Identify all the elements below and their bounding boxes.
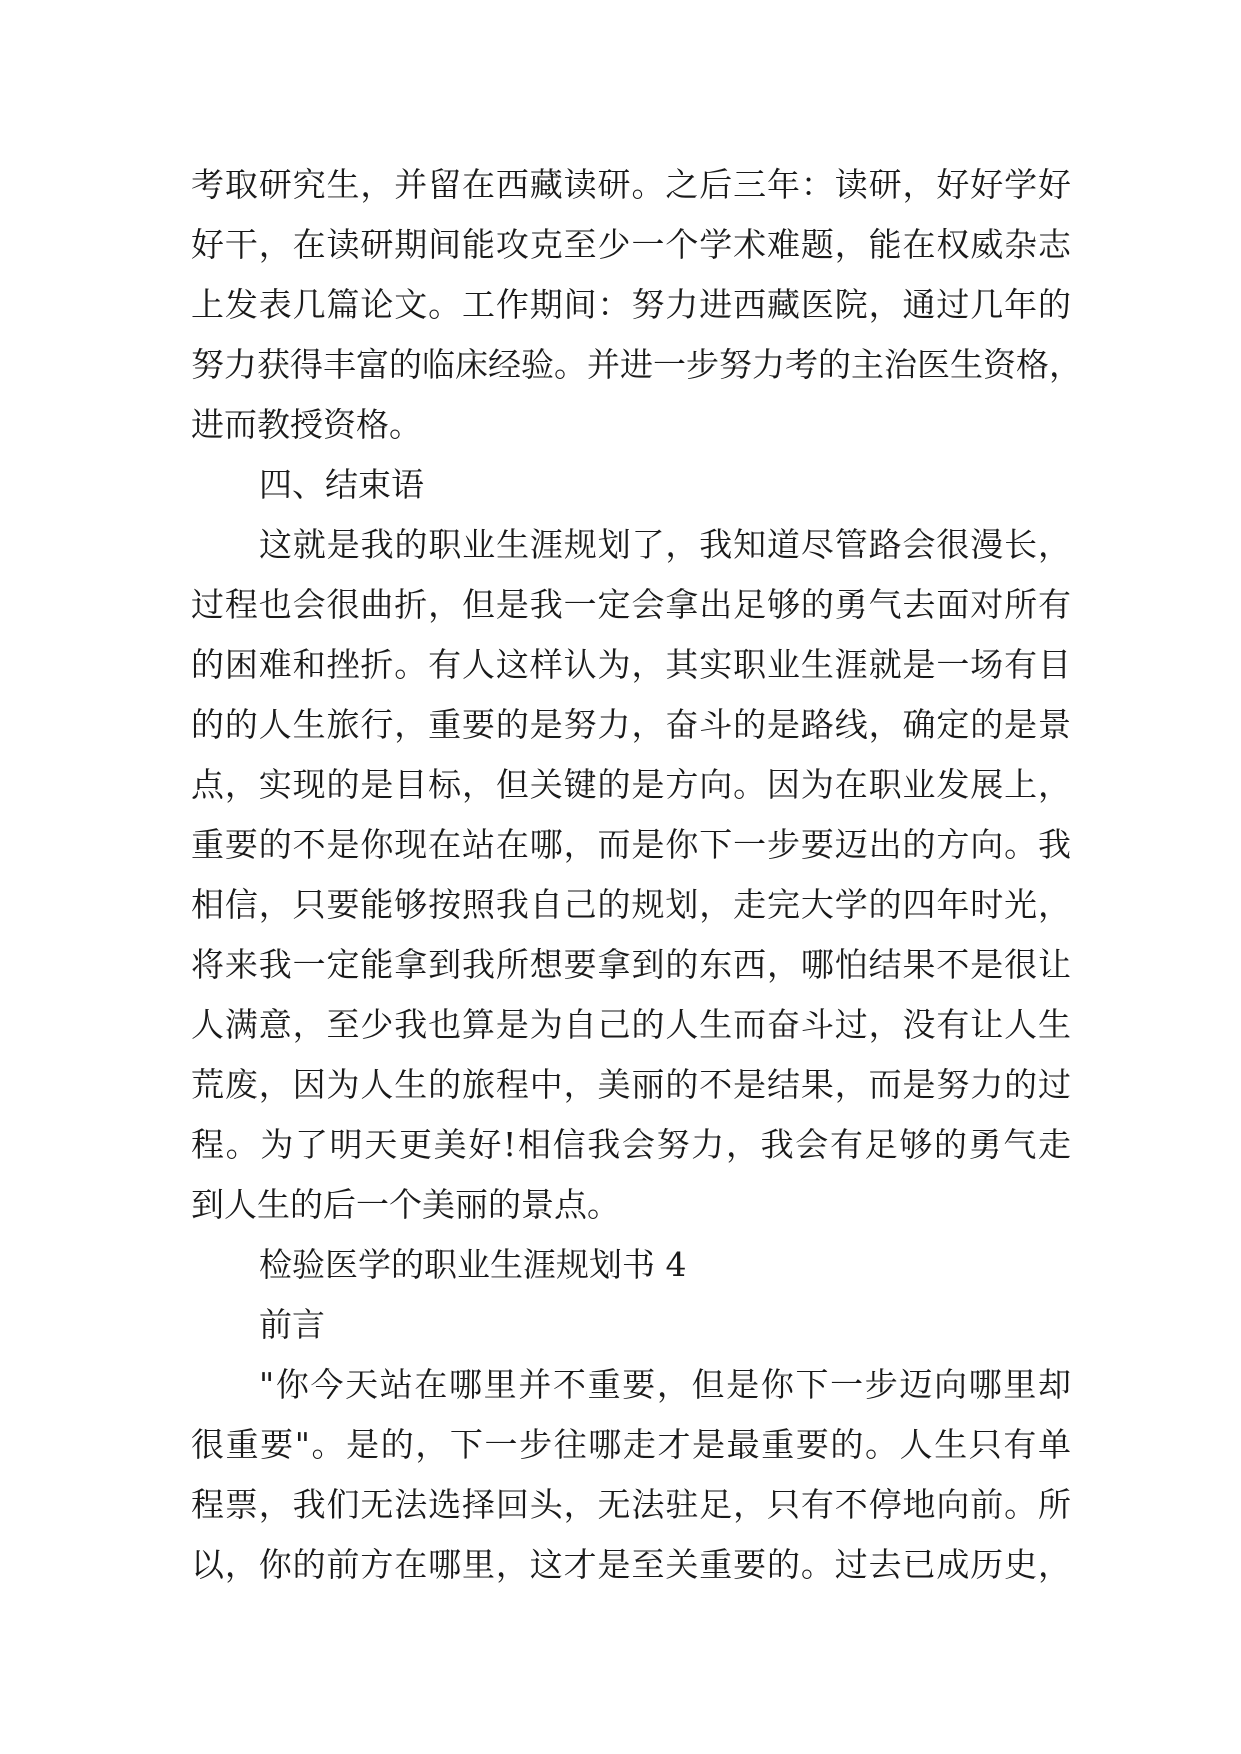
text-line: 这就是我的职业生涯规划了，我知道尽管路会很漫长， — [259, 525, 1071, 564]
text-line: 的的人生旅行，重要的是努力，奋斗的是路线，确定的是景 — [191, 705, 1071, 744]
text-line: "你今天站在哪里并不重要，但是你下一步迈向哪里却 — [259, 1365, 1071, 1404]
text-line: 重要的不是你现在站在哪，而是你下一步要迈出的方向。我 — [191, 825, 1071, 864]
text-line: 上发表几篇论文。工作期间：努力进西藏医院，通过几年的 — [191, 285, 1071, 324]
text-line: 将来我一定能拿到我所想要拿到的东西，哪怕结果不是很让 — [191, 945, 1071, 984]
text-line: 程。为了明天更美好!相信我会努力，我会有足够的勇气走 — [191, 1125, 1071, 1164]
text-line: 相信，只要能够按照我自己的规划，走完大学的四年时光， — [191, 885, 1071, 924]
text-line: 很重要"。是的，下一步往哪走才是最重要的。人生只有单 — [191, 1425, 1071, 1464]
text-line: 以，你的前方在哪里，这才是至关重要的。过去已成历史， — [191, 1545, 1071, 1584]
text-line: 点，实现的是目标，但关键的是方向。因为在职业发展上， — [191, 765, 1071, 804]
text-line: 人满意，至少我也算是为自己的人生而奋斗过，没有让人生 — [191, 1005, 1071, 1044]
text-line: 好干，在读研期间能攻克至少一个学术难题，能在权威杂志 — [191, 225, 1071, 264]
text-line: 努力获得丰富的临床经验。并进一步努力考的主治医生资格， — [191, 345, 1082, 384]
text-line: 荒废，因为人生的旅程中，美丽的不是结果，而是努力的过 — [191, 1065, 1071, 1104]
document-title: 检验医学的职业生涯规划书 4 — [259, 1245, 687, 1284]
text-line: 进而教授资格。 — [191, 405, 422, 444]
section-heading-preface: 前言 — [259, 1305, 325, 1344]
text-line: 考取研究生，并留在西藏读研。之后三年：读研，好好学好 — [191, 165, 1071, 204]
text-line: 的困难和挫折。有人这样认为，其实职业生涯就是一场有目 — [191, 645, 1071, 684]
section-heading-conclusion: 四、结束语 — [259, 465, 424, 504]
text-line: 程票，我们无法选择回头，无法驻足，只有不停地向前。所 — [191, 1485, 1071, 1524]
text-line: 到人生的后一个美丽的景点。 — [191, 1185, 620, 1224]
text-line: 过程也会很曲折，但是我一定会拿出足够的勇气去面对所有 — [191, 585, 1071, 624]
